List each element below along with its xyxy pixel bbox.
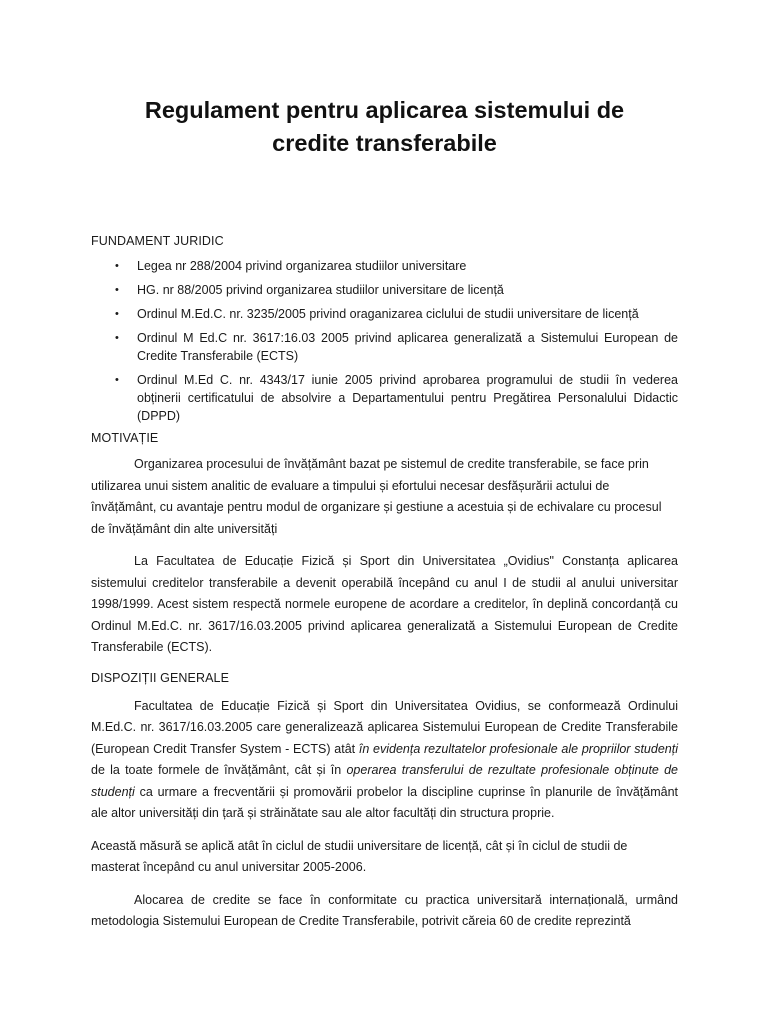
list-item: [115, 281, 678, 299]
dispozitii-paragraph-1: [91, 696, 678, 825]
dispozitii-paragraph-2: Această măsură se aplică atât în ciclul de studii universitare de licență, cât și în ciclul de studii de masterat începând cu anul universitar 2005-2006.: [91, 838, 628, 874]
text-run: Facultatea de Educație Fizică și Sport din Universitatea Ovidius, se conformează Ordinului M.Ed.C. nr. 3617/16.03.2005 care generalizează aplicarea Sistemului European de Credite Transferabile (European Credit Transfer System - ECTS) atât: [91, 698, 678, 756]
legal-basis-list: [91, 257, 678, 425]
bullet-icon: •: [115, 374, 119, 386]
heading-dispozitii-generale: DISPOZIȚII GENERALE: [91, 670, 230, 685]
bullet-icon: •: [115, 284, 119, 296]
list-item-text: Ordinul M.Ed C. nr. 4343/17 iunie 2005 privind aprobarea programului de studii în vederea obținerii certificatului de absolvire a Departamentului pentru Pregătirea Personalului Didactic (DPPD): [137, 373, 678, 423]
list-item: [115, 371, 678, 425]
list-item-text: Ordinul M Ed.C nr. 3617:16.03 2005 privind aplicarea generalizată a Sistemului European de Credite Transferabile (ECTS): [137, 331, 678, 363]
text-run: ca urmare a frecventării și promovării probelor la discipline cuprinse în planurile de învățământ ale altor universități din țară și străinătate sau ale altor facultăți din structura proprie.: [91, 784, 678, 820]
bullet-icon: •: [115, 260, 119, 272]
motivatie-paragraph-1: Organizarea procesului de învățământ bazat pe sistemul de credite transferabile, se face prin utilizarea unui sistem analitic de evaluare a timpului și efortului necesar desfășurării actului de învățământ, cu avantaje pentru modul de organizare și gestiune a acestuia și de echivalare cu procesul de învățământ din alte universități: [91, 457, 662, 536]
list-item-text: HG. nr 88/2005 privind organizarea studiilor universitare de licență: [137, 283, 504, 297]
title-line-1: Regulament pentru aplicarea sistemului de: [144, 97, 625, 123]
emphasis-text: operarea transferului de rezultate profesionale obținute de studenți: [91, 763, 679, 799]
motivatie-paragraph-2: La Facultatea de Educație Fizică și Sport din Universitatea „Ovidius" Constanța aplicarea sistemului creditelor transferabile a devenit operabilă începând cu anul I de studii al anului universitar 1998/1999. Acest sistem respectă normele europene de acordare a creditelor, în deplină concordanță cu Ordinul M.Ed.C. nr. 3617/16.03.2005 privind aplicarea generalizată a Sistemului European de Credite Transferabile (ECTS).: [91, 554, 678, 654]
title-line-2: credite transferabile: [272, 130, 497, 156]
list-item: [115, 329, 678, 365]
list-item-text: Ordinul M.Ed.C. nr. 3235/2005 privind oraganizarea ciclului de studii universitare de licență: [137, 307, 639, 321]
bullet-icon: •: [115, 332, 119, 344]
bullet-icon: •: [115, 308, 119, 320]
dispozitii-paragraph-3: Alocarea de credite se face în conformitate cu practica universitară internațională, urmând metodologia Sistemului European de Credite Transferabile, potrivit căreia 60 de credite reprezintă: [91, 892, 678, 928]
list-item: [115, 305, 678, 323]
emphasis-text: în evidența rezultatelor profesionale ale propriilor studenți: [358, 741, 678, 756]
list-item: [115, 257, 678, 275]
text-run: de la toate formele de învățământ, cât și în: [91, 763, 347, 777]
document-title: [91, 90, 678, 160]
heading-motivatie: MOTIVAȚIE: [91, 431, 159, 445]
list-item-text: Legea nr 288/2004 privind organizarea studiilor universitare: [137, 259, 467, 273]
heading-fundament-juridic: FUNDAMENT JURIDIC: [91, 234, 224, 248]
